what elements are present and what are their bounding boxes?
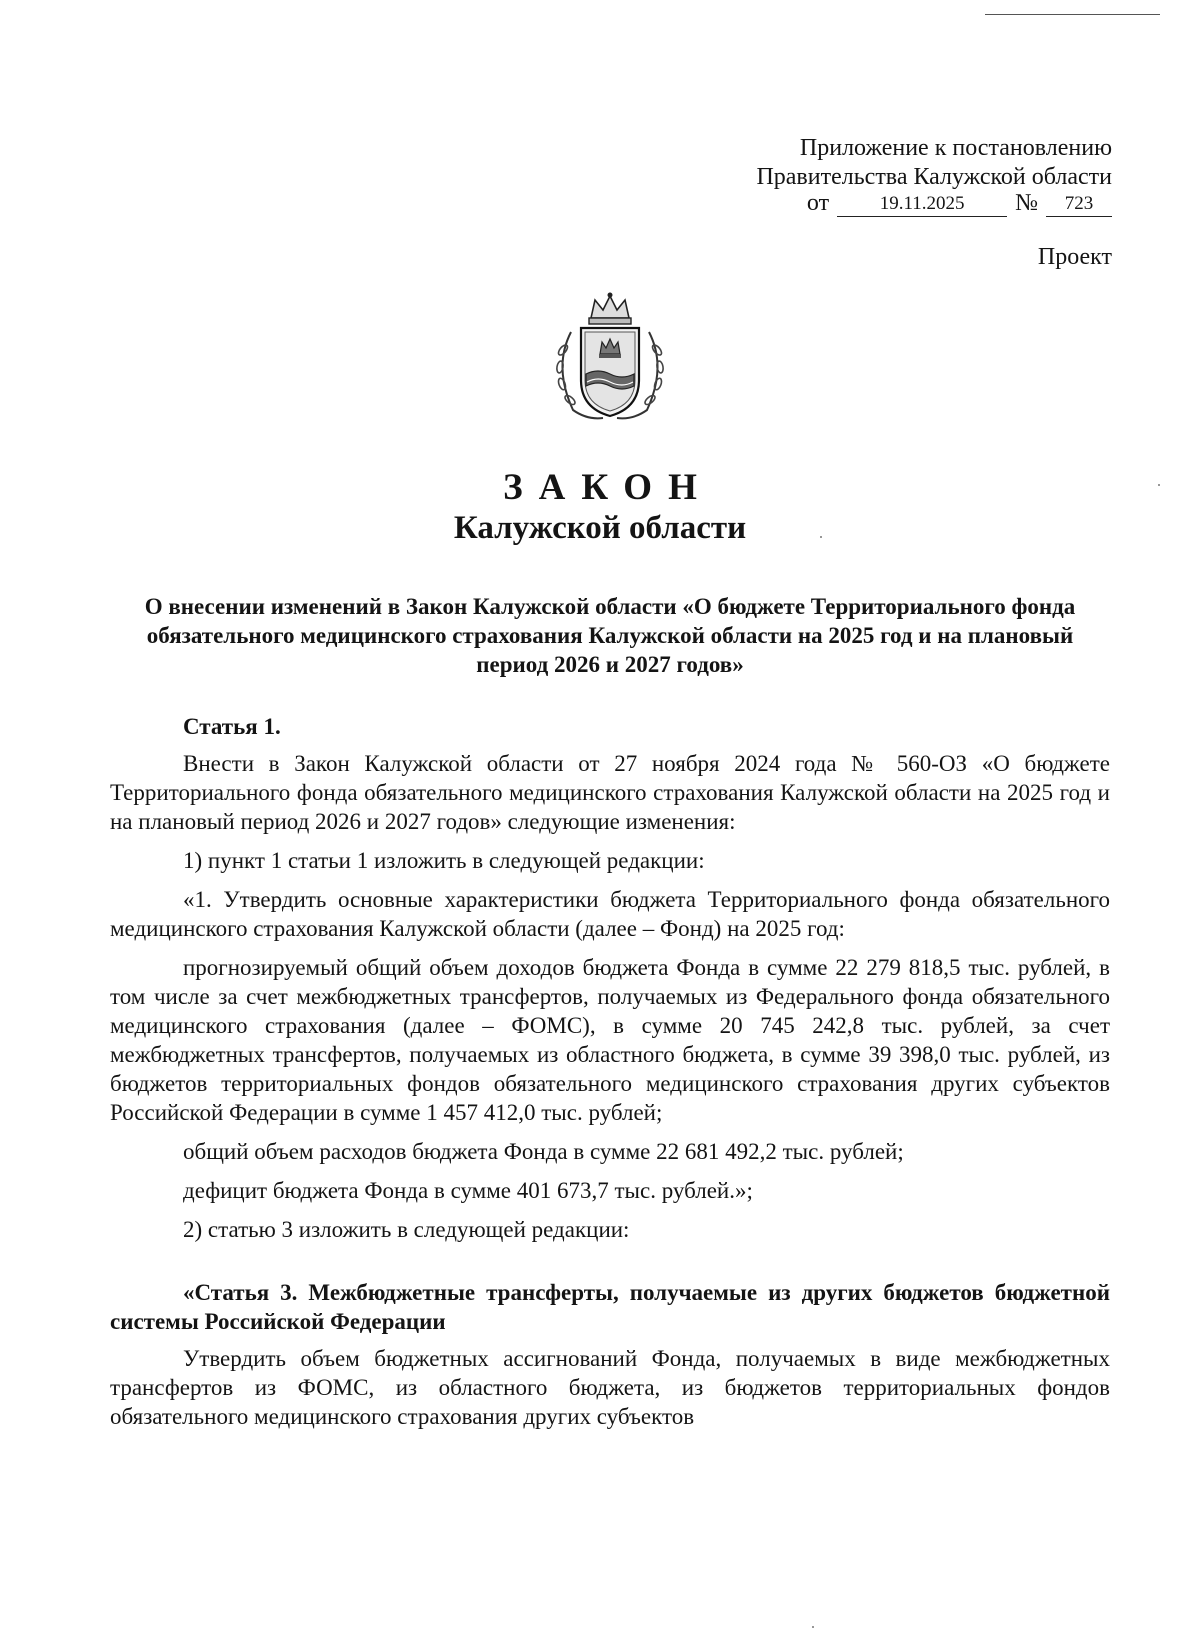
date-prefix: от [806, 190, 830, 216]
coat-of-arms-icon [551, 292, 669, 425]
scan-speck [820, 536, 822, 538]
document-type-title: ЗАКОН [503, 467, 713, 508]
amendment-item-1: 1) пункт 1 статьи 1 изложить в следующей редакции: [183, 848, 705, 873]
resolution-date-number [807, 190, 1112, 217]
resolution-date: 19.11.2025 [837, 194, 1007, 217]
scan-artifact-line [985, 14, 1160, 15]
resolution-number: 723 [1046, 194, 1112, 217]
law-subject: О внесении изменений в Закон Калужской области «О бюджете Территориального фонда обязательного медицинского страхования Калужской области на 2025 год и на плановый период 2026 и 2027 годов» [144, 594, 1076, 677]
article-3-text: Утвердить объем бюджетных ассигнований Фонда, получаемых в виде межбюджетных трансфертов из ФОМС, из областного бюджета, из бюджетов территориальных фондов обязательного медицинского страхования других субъектов [110, 1346, 1110, 1429]
expenses-paragraph: общий объем расходов бюджета Фонда в сумме 22 681 492,2 тыс. рублей; [183, 1139, 904, 1164]
scan-speck [812, 1626, 814, 1628]
appendix-line-1: Приложение к постановлению [799, 135, 1112, 161]
quoted-point-1: «1. Утвердить основные характеристики бюджета Территориального фонда обязательного медицинского страхования Калужской области (далее – Фонд) на 2025 год: [110, 887, 1110, 941]
appendix-line-2: Правительства Калужской области [756, 164, 1112, 190]
region-title: Калужской области [453, 510, 747, 546]
draft-status: Проект [1037, 244, 1112, 270]
deficit-paragraph: дефицит бюджета Фонда в сумме 401 673,7 тыс. рублей.»; [183, 1178, 753, 1203]
law-body [110, 712, 1110, 1441]
scan-speck [1158, 484, 1160, 486]
article-3-heading: «Статья 3. Межбюджетные трансферты, получаемые из других бюджетов бюджетной системы Российской Федерации [110, 1280, 1110, 1334]
number-sign: № [1015, 190, 1038, 216]
article-1-intro: Внести в Закон Калужской области от 27 ноября 2024 года № 560-ОЗ «О бюджете Территориального фонда обязательного медицинского страхования Калужской области на 2025 год и на плановый период 2026 и 2027 годов» следующие изменения: [110, 751, 1110, 834]
appendix-header [692, 134, 1112, 192]
article-1-heading: Статья 1. [183, 714, 281, 739]
amendment-item-2: 2) статью 3 изложить в следующей редакции: [183, 1217, 630, 1242]
revenue-paragraph: прогнозируемый общий объем доходов бюджета Фонда в сумме 22 279 818,5 тыс. рублей, в том числе за счет межбюджетных трансфертов, получаемых из Федерального фонда обязательного медицинского страхования (далее – ФОМС), в сумме 20 745 242,8 тыс. рублей, за счет межбюджетных трансфертов, получаемых из областного бюджета, в сумме 39 398,0 тыс. рублей, из бюджетов территориальных фондов обязательного медицинского страхования других субъектов Российской Федерации в сумме 1 457 412,0 тыс. рублей; [110, 955, 1110, 1125]
